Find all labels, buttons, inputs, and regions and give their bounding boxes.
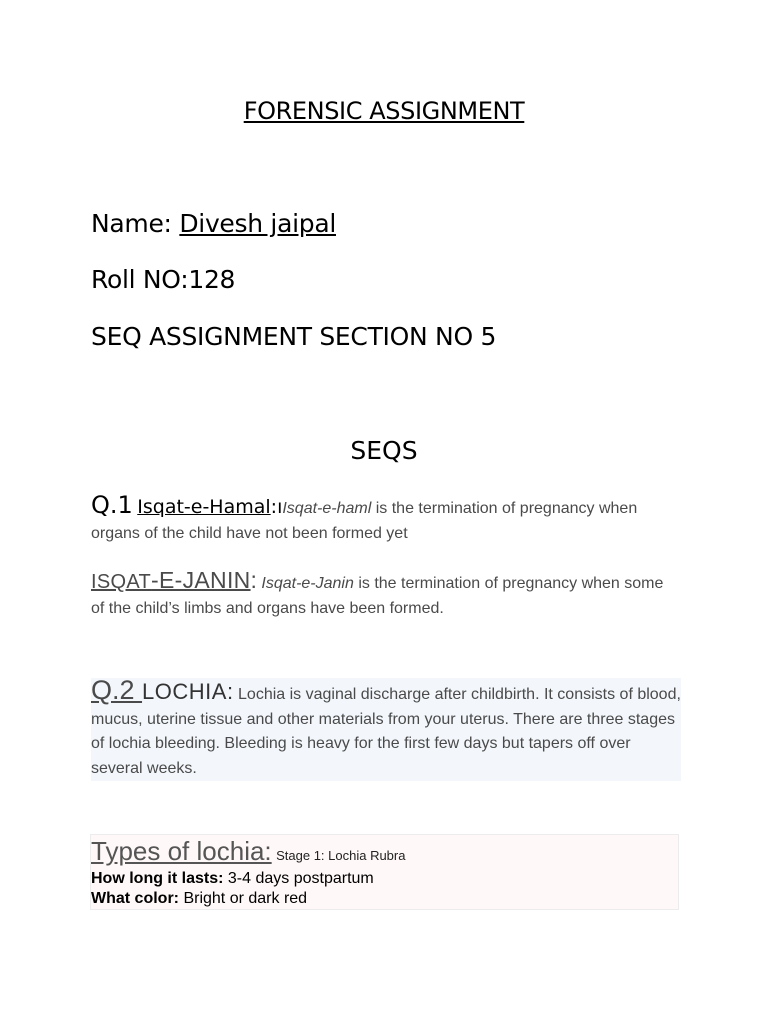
name-label: Name: <box>91 209 172 238</box>
name-line <box>91 209 336 238</box>
isqat-janin-term <box>91 567 251 593</box>
types-heading: Types of lochia: <box>91 836 272 866</box>
q1-definition: is the termination of pregnancy when organs of the child have not been formed yet <box>91 500 638 542</box>
q2-definition: Lochia is vaginal discharge after childbirth. It consists of blood, mucus, uterine tissue and other materials from your uterus. There are three stages of lochia bleeding. Bleeding is heavy for the first few days but tapers off over several weeks. <box>91 686 681 777</box>
section-line: SEQ ASSIGNMENT SECTION NO 5 <box>91 322 497 351</box>
q1-term-italic: Isqat-e-haml <box>282 500 372 517</box>
q1-paragraph <box>91 493 681 546</box>
roll-number: Roll NO:128 <box>91 265 236 294</box>
q1-number: Q.1 <box>91 491 133 519</box>
isqat-janin-term-italic: Isqat-e-Janin <box>261 575 354 592</box>
isqat-janin-colon: : <box>250 567 257 593</box>
stage-label: Stage 1: Lochia Rubra <box>276 848 406 863</box>
color-line <box>91 890 307 908</box>
isqat-janin-term-b: -E-JANIN <box>151 567 251 593</box>
seqs-heading: SEQS <box>350 436 418 465</box>
q2-number: Q.2 <box>91 675 143 705</box>
q2-paragraph <box>91 675 681 781</box>
types-heading-line <box>91 836 405 867</box>
color-value: Bright or dark red <box>183 890 308 907</box>
isqat-janin-definition: is the termination of pregnancy when some of the child’s limbs and organs have been formed. <box>91 575 664 617</box>
isqat-janin-paragraph <box>91 568 681 621</box>
name-value: Divesh jaipal <box>179 209 336 238</box>
document-title: FORENSIC ASSIGNMENT <box>243 97 525 125</box>
isqat-janin-term-a: ISQAT <box>91 571 152 593</box>
duration-label: How long it lasts: <box>91 870 224 887</box>
q1-term: Isqat-e-Hamal <box>137 496 271 518</box>
lochia-types-box <box>90 834 679 910</box>
q2-term: LOCHIA: <box>142 679 234 704</box>
color-label: What color: <box>91 890 179 907</box>
duration-value: 3-4 days postpartum <box>227 870 374 887</box>
q1-colon: :ı <box>270 496 283 518</box>
duration-line <box>91 870 374 888</box>
